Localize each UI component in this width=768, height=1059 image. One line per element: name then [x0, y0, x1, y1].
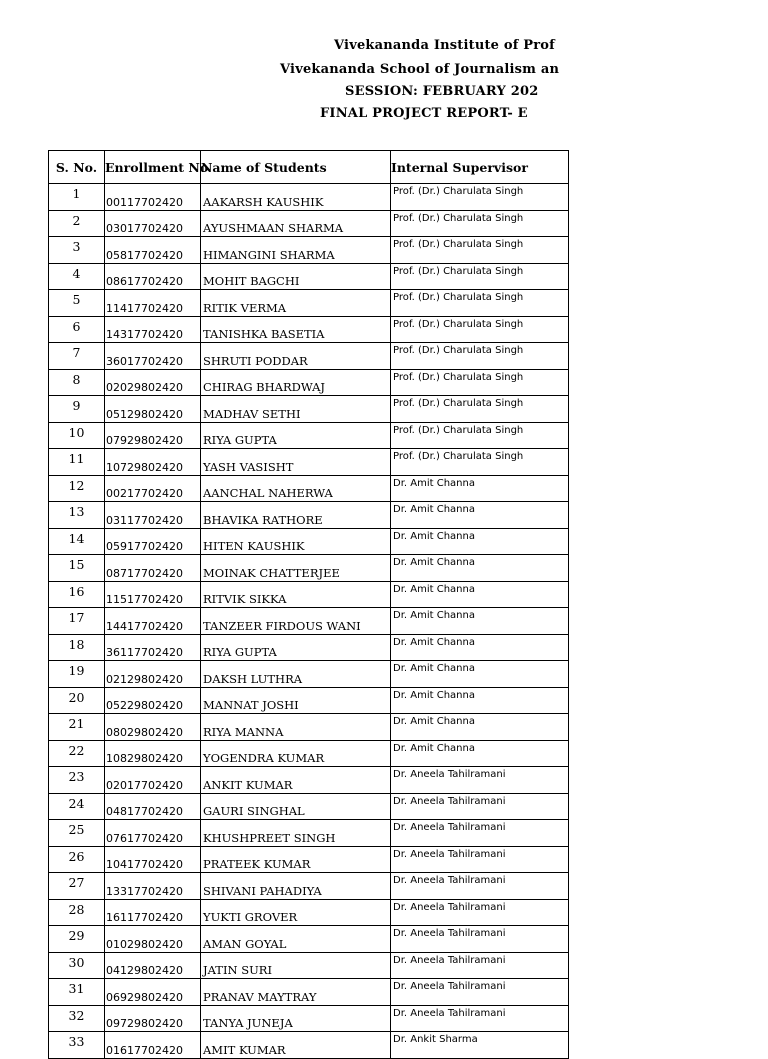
cell-enrollment: 05917702420 [105, 528, 201, 555]
cell-sno: 32 [49, 1005, 105, 1032]
cell-enrollment: 05229802420 [105, 687, 201, 714]
cell-sno: 33 [49, 1032, 105, 1059]
cell-supervisor: Dr. Aneela Tahilramani [391, 767, 569, 794]
cell-student-name: PRATEEK KUMAR [201, 846, 391, 873]
cell-supervisor: Prof. (Dr.) Charulata Singh [391, 263, 569, 290]
cell-sno: 15 [49, 555, 105, 582]
table-row [49, 396, 569, 423]
table-row [49, 449, 569, 476]
cell-enrollment: 14317702420 [105, 316, 201, 343]
cell-supervisor: Dr. Amit Channa [391, 502, 569, 529]
cell-supervisor: Dr. Amit Channa [391, 475, 569, 502]
cell-student-name: AAKARSH KAUSHIK [201, 184, 391, 211]
cell-student-name: AANCHAL NAHERWA [201, 475, 391, 502]
cell-sno: 26 [49, 846, 105, 873]
table-header-row [49, 151, 569, 184]
cell-student-name: TANISHKA BASETIA [201, 316, 391, 343]
students-table [48, 150, 569, 1059]
table-row [49, 608, 569, 635]
table-row [49, 290, 569, 317]
table-row [49, 661, 569, 688]
cell-student-name: YASH VASISHT [201, 449, 391, 476]
column-header-name: Name of Students [201, 151, 391, 184]
cell-enrollment: 02017702420 [105, 767, 201, 794]
table-body [49, 184, 569, 1059]
cell-supervisor: Dr. Aneela Tahilramani [391, 899, 569, 926]
table-row [49, 820, 569, 847]
table-row [49, 237, 569, 264]
table-row [49, 846, 569, 873]
cell-sno: 3 [49, 237, 105, 264]
table-row [49, 687, 569, 714]
table-row [49, 634, 569, 661]
cell-enrollment: 07929802420 [105, 422, 201, 449]
column-header-supervisor: Internal Supervisor [391, 151, 569, 184]
cell-enrollment: 06929802420 [105, 979, 201, 1006]
cell-sno: 24 [49, 793, 105, 820]
cell-enrollment: 10417702420 [105, 846, 201, 873]
cell-enrollment: 36017702420 [105, 343, 201, 370]
cell-supervisor: Dr. Aneela Tahilramani [391, 952, 569, 979]
report-title: FINAL PROJECT REPORT- E [320, 106, 528, 121]
cell-enrollment: 05129802420 [105, 396, 201, 423]
cell-supervisor: Prof. (Dr.) Charulata Singh [391, 184, 569, 211]
table-row [49, 581, 569, 608]
cell-supervisor: Dr. Aneela Tahilramani [391, 926, 569, 953]
table-row [49, 926, 569, 953]
cell-student-name: MADHAV SETHI [201, 396, 391, 423]
cell-student-name: YUKTI GROVER [201, 899, 391, 926]
cell-student-name: KHUSHPREET SINGH [201, 820, 391, 847]
cell-sno: 23 [49, 767, 105, 794]
cell-student-name: HITEN KAUSHIK [201, 528, 391, 555]
cell-enrollment: 01617702420 [105, 1032, 201, 1059]
table-row [49, 767, 569, 794]
cell-supervisor: Dr. Amit Channa [391, 687, 569, 714]
cell-enrollment: 04129802420 [105, 952, 201, 979]
cell-supervisor: Prof. (Dr.) Charulata Singh [391, 290, 569, 317]
cell-enrollment: 08029802420 [105, 714, 201, 741]
cell-sno: 22 [49, 740, 105, 767]
cell-sno: 13 [49, 502, 105, 529]
cell-student-name: RIYA GUPTA [201, 634, 391, 661]
cell-student-name: AMIT KUMAR [201, 1032, 391, 1059]
cell-student-name: DAKSH LUTHRA [201, 661, 391, 688]
cell-supervisor: Prof. (Dr.) Charulata Singh [391, 396, 569, 423]
cell-sno: 27 [49, 873, 105, 900]
cell-sno: 28 [49, 899, 105, 926]
cell-supervisor: Prof. (Dr.) Charulata Singh [391, 343, 569, 370]
table-row [49, 979, 569, 1006]
cell-student-name: RITVIK SIKKA [201, 581, 391, 608]
table-row [49, 422, 569, 449]
cell-sno: 11 [49, 449, 105, 476]
cell-sno: 29 [49, 926, 105, 953]
cell-sno: 2 [49, 210, 105, 237]
cell-sno: 6 [49, 316, 105, 343]
cell-enrollment: 14417702420 [105, 608, 201, 635]
cell-enrollment: 13317702420 [105, 873, 201, 900]
cell-enrollment: 03017702420 [105, 210, 201, 237]
cell-enrollment: 16117702420 [105, 899, 201, 926]
cell-sno: 10 [49, 422, 105, 449]
cell-supervisor: Dr. Amit Channa [391, 634, 569, 661]
cell-supervisor: Dr. Amit Channa [391, 661, 569, 688]
cell-supervisor: Prof. (Dr.) Charulata Singh [391, 316, 569, 343]
cell-enrollment: 07617702420 [105, 820, 201, 847]
cell-supervisor: Dr. Aneela Tahilramani [391, 820, 569, 847]
cell-enrollment: 00117702420 [105, 184, 201, 211]
cell-supervisor: Dr. Aneela Tahilramani [391, 1005, 569, 1032]
cell-enrollment: 02129802420 [105, 661, 201, 688]
cell-enrollment: 36117702420 [105, 634, 201, 661]
cell-supervisor: Dr. Aneela Tahilramani [391, 846, 569, 873]
cell-student-name: YOGENDRA KUMAR [201, 740, 391, 767]
cell-sno: 17 [49, 608, 105, 635]
school-title: Vivekananda School of Journalism an [280, 62, 560, 77]
cell-enrollment: 09729802420 [105, 1005, 201, 1032]
cell-enrollment: 03117702420 [105, 502, 201, 529]
cell-sno: 18 [49, 634, 105, 661]
cell-student-name: ANKIT KUMAR [201, 767, 391, 794]
session-title: SESSION: FEBRUARY 202 [345, 84, 539, 99]
column-header-sno: S. No. [49, 151, 105, 184]
cell-supervisor: Prof. (Dr.) Charulata Singh [391, 210, 569, 237]
cell-student-name: CHIRAG BHARDWAJ [201, 369, 391, 396]
cell-student-name: SHRUTI PODDAR [201, 343, 391, 370]
cell-student-name: MANNAT JOSHI [201, 687, 391, 714]
cell-sno: 30 [49, 952, 105, 979]
cell-sno: 1 [49, 184, 105, 211]
cell-student-name: AYUSHMAAN SHARMA [201, 210, 391, 237]
table-row [49, 263, 569, 290]
cell-enrollment: 08617702420 [105, 263, 201, 290]
table-row [49, 1032, 569, 1059]
cell-supervisor: Dr. Amit Channa [391, 714, 569, 741]
table-row [49, 899, 569, 926]
cell-student-name: MOINAK CHATTERJEE [201, 555, 391, 582]
cell-sno: 25 [49, 820, 105, 847]
table-row [49, 475, 569, 502]
cell-sno: 7 [49, 343, 105, 370]
cell-enrollment: 01029802420 [105, 926, 201, 953]
cell-student-name: BHAVIKA RATHORE [201, 502, 391, 529]
cell-student-name: MOHIT BAGCHI [201, 263, 391, 290]
cell-student-name: SHIVANI PAHADIYA [201, 873, 391, 900]
cell-supervisor: Dr. Amit Channa [391, 528, 569, 555]
cell-supervisor: Dr. Amit Channa [391, 740, 569, 767]
cell-student-name: GAURI SINGHAL [201, 793, 391, 820]
cell-enrollment: 11417702420 [105, 290, 201, 317]
table-row [49, 952, 569, 979]
table-row [49, 1005, 569, 1032]
cell-student-name: AMAN GOYAL [201, 926, 391, 953]
cell-enrollment: 10829802420 [105, 740, 201, 767]
cell-student-name: PRANAV MAYTRAY [201, 979, 391, 1006]
cell-sno: 14 [49, 528, 105, 555]
cell-student-name: JATIN SURI [201, 952, 391, 979]
table-row [49, 369, 569, 396]
institute-title: Vivekananda Institute of Prof [334, 38, 555, 53]
cell-enrollment: 08717702420 [105, 555, 201, 582]
cell-sno: 4 [49, 263, 105, 290]
table-row [49, 714, 569, 741]
cell-student-name: TANYA JUNEJA [201, 1005, 391, 1032]
table-row [49, 316, 569, 343]
cell-sno: 5 [49, 290, 105, 317]
cell-supervisor: Dr. Amit Channa [391, 581, 569, 608]
cell-student-name: RIYA MANNA [201, 714, 391, 741]
table-row [49, 343, 569, 370]
table-row [49, 555, 569, 582]
cell-enrollment: 10729802420 [105, 449, 201, 476]
column-header-enrollment: Enrollment No [105, 151, 201, 184]
cell-enrollment: 11517702420 [105, 581, 201, 608]
cell-supervisor: Prof. (Dr.) Charulata Singh [391, 449, 569, 476]
cell-supervisor: Dr. Aneela Tahilramani [391, 979, 569, 1006]
table-row [49, 740, 569, 767]
cell-supervisor: Dr. Aneela Tahilramani [391, 793, 569, 820]
table-row [49, 793, 569, 820]
cell-student-name: RITIK VERMA [201, 290, 391, 317]
cell-sno: 12 [49, 475, 105, 502]
cell-enrollment: 04817702420 [105, 793, 201, 820]
cell-sno: 20 [49, 687, 105, 714]
cell-supervisor: Dr. Ankit Sharma [391, 1032, 569, 1059]
cell-supervisor: Prof. (Dr.) Charulata Singh [391, 237, 569, 264]
cell-supervisor: Prof. (Dr.) Charulata Singh [391, 369, 569, 396]
cell-enrollment: 02029802420 [105, 369, 201, 396]
cell-student-name: RIYA GUPTA [201, 422, 391, 449]
cell-student-name: HIMANGINI SHARMA [201, 237, 391, 264]
cell-sno: 31 [49, 979, 105, 1006]
table-row [49, 873, 569, 900]
table-row [49, 210, 569, 237]
table-row [49, 528, 569, 555]
cell-sno: 9 [49, 396, 105, 423]
cell-supervisor: Dr. Amit Channa [391, 608, 569, 635]
table-row [49, 184, 569, 211]
cell-student-name: TANZEER FIRDOUS WANI [201, 608, 391, 635]
cell-supervisor: Dr. Aneela Tahilramani [391, 873, 569, 900]
cell-enrollment: 00217702420 [105, 475, 201, 502]
cell-sno: 19 [49, 661, 105, 688]
cell-supervisor: Dr. Amit Channa [391, 555, 569, 582]
cell-sno: 21 [49, 714, 105, 741]
table-row [49, 502, 569, 529]
cell-sno: 8 [49, 369, 105, 396]
cell-enrollment: 05817702420 [105, 237, 201, 264]
cell-sno: 16 [49, 581, 105, 608]
cell-supervisor: Prof. (Dr.) Charulata Singh [391, 422, 569, 449]
